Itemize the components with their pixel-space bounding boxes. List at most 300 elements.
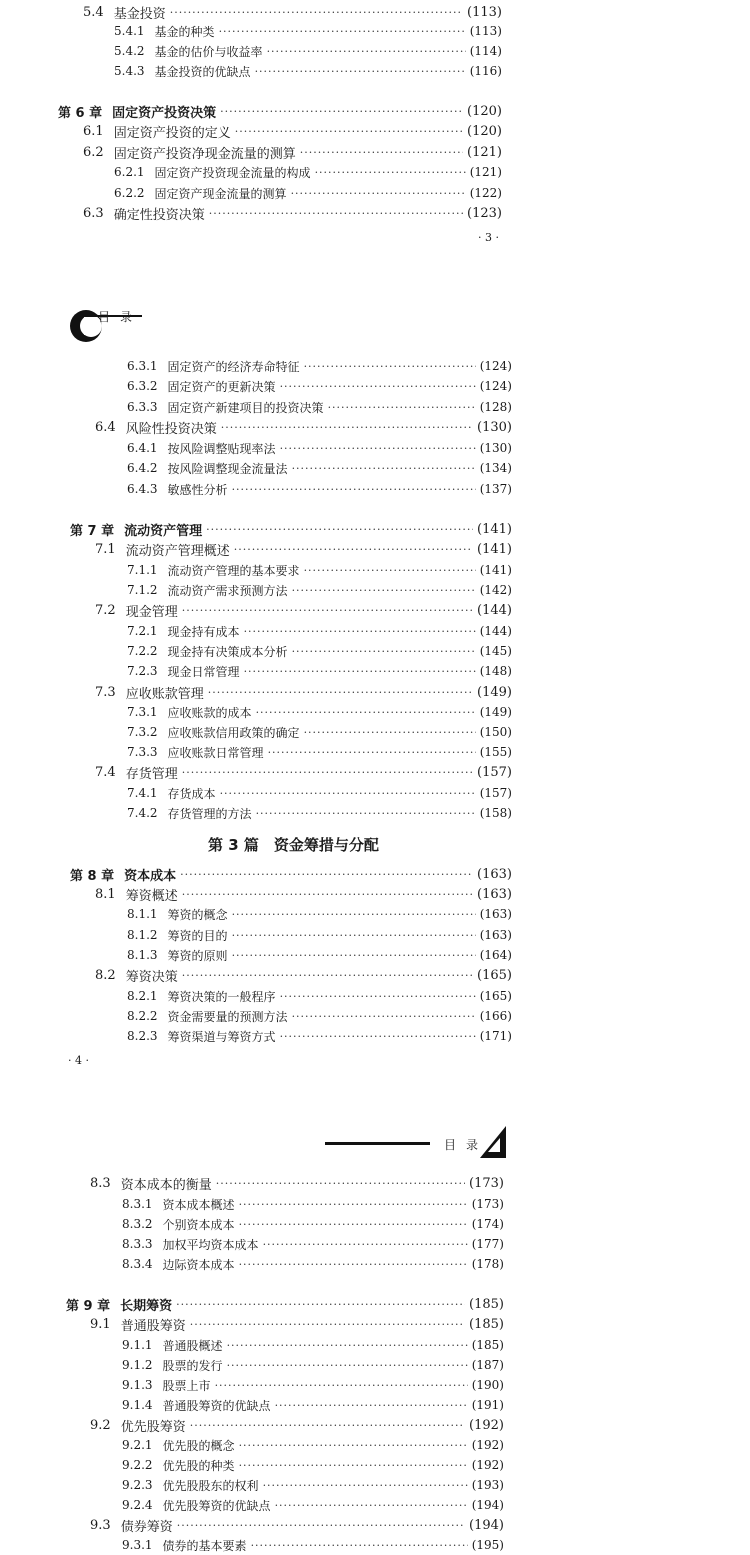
toc-title: 固定资产的经济寿命特征 xyxy=(167,359,300,374)
toc-num: 9.1.1 xyxy=(122,1338,153,1352)
toc-page: (142) xyxy=(479,583,512,597)
toc-dot-leader xyxy=(244,665,476,678)
toc-num: 7.2.1 xyxy=(127,624,158,638)
toc-page: (194) xyxy=(471,1498,504,1512)
toc-num: 6.3.3 xyxy=(127,400,158,414)
toc-title: 债券的基本要素 xyxy=(162,1538,247,1553)
toc-page: (191) xyxy=(471,1398,504,1412)
toc-title: 资金需要量的预测方法 xyxy=(167,1009,288,1024)
toc-entry-sub xyxy=(127,458,512,478)
toc-num: 6.4 xyxy=(95,419,116,435)
toc-num: 8.3.3 xyxy=(122,1237,153,1251)
toc-entry-sub xyxy=(114,162,502,182)
toc-num: 7.1.2 xyxy=(127,583,158,597)
toc-page: (185) xyxy=(469,1316,504,1332)
toc-entry-sub xyxy=(127,742,512,762)
toc-title: 固定资产投资净现金流量的测算 xyxy=(113,146,296,162)
toc-num: 9.2.1 xyxy=(122,1438,153,1452)
toc-title: 流动资产管理概述 xyxy=(125,543,230,559)
toc-num: 5.4 xyxy=(83,4,104,20)
toc-num: 9.3 xyxy=(90,1517,111,1533)
toc-title: 长期筹资 xyxy=(120,1298,173,1314)
toc-dot-leader xyxy=(280,442,476,455)
page-number-3: · 3 · xyxy=(478,231,499,244)
toc-dot-leader xyxy=(239,1439,468,1452)
toc-page: (173) xyxy=(469,1175,504,1191)
toc-dot-leader xyxy=(244,625,476,638)
toc-title: 优先股的种类 xyxy=(162,1458,235,1473)
toc-num: 6.3.1 xyxy=(127,359,158,373)
toc-entry-sub xyxy=(122,1475,504,1495)
toc-num: 5.4.3 xyxy=(114,64,145,78)
toc-num: 7.3.3 xyxy=(127,745,158,759)
toc-page: (163) xyxy=(477,866,512,882)
toc-title: 基金的估价与收益率 xyxy=(154,44,263,59)
toc-title: 股票上市 xyxy=(162,1378,211,1393)
toc-page: (137) xyxy=(479,482,512,496)
toc-dot-leader xyxy=(292,584,476,597)
toc-page: (171) xyxy=(479,1029,512,1043)
toc-title: 基金投资的优缺点 xyxy=(154,64,251,79)
toc-title: 现金日常管理 xyxy=(167,664,240,679)
toc-entry-chapter xyxy=(66,1294,504,1314)
toc-title: 优先股股东的权利 xyxy=(162,1478,259,1493)
toc-dot-leader xyxy=(220,105,463,118)
toc-page: (150) xyxy=(479,725,512,739)
toc-entry-sub xyxy=(127,945,512,965)
toc-num: 8.2.3 xyxy=(127,1029,158,1043)
toc-entry-sub xyxy=(127,722,512,742)
toc-num: 5.4.1 xyxy=(114,24,145,38)
toc-dot-leader xyxy=(268,746,476,759)
toc-title: 筹资决策 xyxy=(125,969,178,985)
toc-title: 应收账款管理 xyxy=(125,686,204,702)
toc-num: 7.1.1 xyxy=(127,563,158,577)
toc-page: (163) xyxy=(479,928,512,942)
toc-dot-leader xyxy=(280,990,476,1003)
toc-dot-leader xyxy=(232,908,476,921)
toc-num: 8.2.1 xyxy=(127,989,158,1003)
toc-entry-sub xyxy=(127,376,512,396)
toc-title: 基金的种类 xyxy=(154,24,215,39)
toc-page: (113) xyxy=(467,4,502,20)
toc-page: (121) xyxy=(469,165,502,179)
toc-num: 第 7 章 xyxy=(70,523,115,539)
toc-page: (157) xyxy=(479,786,512,800)
toc-entry-sub xyxy=(127,641,512,661)
toc-entry-sub xyxy=(127,986,512,1006)
toc-num: 8.1.1 xyxy=(127,907,158,921)
toc-page: (113) xyxy=(469,24,502,38)
toc-dot-leader xyxy=(170,6,463,19)
toc-page: (177) xyxy=(471,1237,504,1251)
toc-page: (130) xyxy=(477,419,512,435)
toc-title: 流动资产管理的基本要求 xyxy=(167,563,300,578)
toc-page: (192) xyxy=(471,1438,504,1452)
toc-dot-leader xyxy=(177,1519,465,1532)
toc-page: (185) xyxy=(469,1296,504,1312)
toc-dot-leader xyxy=(315,166,466,179)
toc-num: 7.3.2 xyxy=(127,725,158,739)
toc-entry-sub xyxy=(127,904,512,924)
toc-dot-leader xyxy=(232,929,476,942)
toc-dot-leader xyxy=(209,207,463,220)
toc-entry-section xyxy=(95,417,512,437)
toc-title: 个别资本成本 xyxy=(162,1217,235,1232)
toc-dot-leader xyxy=(176,1298,465,1311)
toc-dot-leader xyxy=(251,1539,468,1552)
toc-dot-leader xyxy=(255,65,466,78)
toc-dot-leader xyxy=(221,421,473,434)
toc-entry-sub xyxy=(122,1375,504,1395)
toc-dot-leader xyxy=(263,1238,468,1251)
toc-entry-sub xyxy=(122,1535,504,1555)
toc-page: (149) xyxy=(477,684,512,700)
toc-dot-leader xyxy=(267,45,466,58)
toc-entry-sub xyxy=(127,560,512,580)
toc-num: 9.2.3 xyxy=(122,1478,153,1492)
toc-title: 资本成本的衡量 xyxy=(120,1177,212,1193)
toc-title: 边际资本成本 xyxy=(162,1257,235,1272)
toc-entry-sub xyxy=(122,1335,504,1355)
toc-title: 应收账款信用政策的确定 xyxy=(167,725,300,740)
toc-entry-chapter xyxy=(70,864,512,884)
toc-num: 9.1.4 xyxy=(122,1398,153,1412)
toc-dot-leader xyxy=(234,543,473,556)
toc-dot-leader xyxy=(263,1479,468,1492)
toc-entry-sub xyxy=(127,702,512,722)
toc-entry-chapter xyxy=(58,101,502,121)
toc-title: 筹资的目的 xyxy=(167,928,228,943)
toc-entry-sub xyxy=(122,1254,504,1274)
toc-page: (193) xyxy=(471,1478,504,1492)
toc-dot-leader xyxy=(182,888,473,901)
toc-entry-sub xyxy=(122,1455,504,1475)
toc-entry-section xyxy=(83,2,502,22)
toc-num: 9.1 xyxy=(90,1316,111,1332)
toc-num: 8.3 xyxy=(90,1175,111,1191)
toc-dot-leader xyxy=(227,1359,468,1372)
toc-entry-sub xyxy=(122,1435,504,1455)
toc-title: 普通股筹资的优缺点 xyxy=(162,1398,271,1413)
toc-page: (130) xyxy=(479,441,512,455)
toc-title: 应收账款的成本 xyxy=(167,705,252,720)
toc-page: (148) xyxy=(479,664,512,678)
toc-num: 8.1 xyxy=(95,886,116,902)
toc-num: 8.1.2 xyxy=(127,928,158,942)
toc-page: (114) xyxy=(469,44,502,58)
toc-title: 固定资产现金流量的测算 xyxy=(154,186,287,201)
toc-entry-section xyxy=(90,1415,504,1435)
toc-dot-leader xyxy=(239,1218,468,1231)
toc-page: (163) xyxy=(479,907,512,921)
toc-title: 筹资决策的一般程序 xyxy=(167,989,276,1004)
toc-num: 6.2 xyxy=(83,144,104,160)
toc-num: 7.4.1 xyxy=(127,786,158,800)
toc-title: 筹资的原则 xyxy=(167,948,228,963)
toc-page: (158) xyxy=(479,806,512,820)
toc-entry-sub xyxy=(127,783,512,803)
toc-entry-section xyxy=(90,1314,504,1334)
toc-num: 9.2.4 xyxy=(122,1498,153,1512)
toc-title: 现金持有成本 xyxy=(167,624,240,639)
toc-dot-leader xyxy=(292,645,476,658)
toc-dot-leader xyxy=(216,1177,465,1190)
header-label-toc: 目录 xyxy=(98,310,143,324)
toc-entry-sub xyxy=(122,1214,504,1234)
toc-num: 8.3.4 xyxy=(122,1257,153,1271)
toc-entry-section xyxy=(83,142,502,162)
toc-title: 应收账款日常管理 xyxy=(167,745,264,760)
toc-page: (166) xyxy=(479,1009,512,1023)
toc-page: (190) xyxy=(471,1378,504,1392)
toc-title: 筹资的概念 xyxy=(167,907,228,922)
toc-num: 8.2.2 xyxy=(127,1009,158,1023)
toc-entry-sub xyxy=(127,1026,512,1046)
toc-dot-leader xyxy=(219,25,466,38)
toc-entry-section xyxy=(95,965,512,985)
toc-title: 固定资产新建项目的投资决策 xyxy=(167,400,324,415)
toc-dot-leader xyxy=(208,686,473,699)
toc-num: 8.3.1 xyxy=(122,1197,153,1211)
toc-title: 固定资产的更新决策 xyxy=(167,379,276,394)
toc-entry-sub xyxy=(122,1194,504,1214)
toc-title: 优先股筹资 xyxy=(120,1419,186,1435)
toc-dot-leader xyxy=(190,1318,465,1331)
toc-page: (165) xyxy=(477,967,512,983)
toc-dot-leader xyxy=(280,1030,476,1043)
toc-page: (120) xyxy=(467,123,502,139)
toc-dot-leader xyxy=(232,949,476,962)
toc-entry-section xyxy=(95,884,512,904)
toc-entry-sub xyxy=(122,1234,504,1254)
toc-num: 6.1 xyxy=(83,123,104,139)
page-number-4: · 4 · xyxy=(68,1054,89,1067)
toc-num: 8.1.3 xyxy=(127,948,158,962)
toc-title: 存货管理 xyxy=(125,766,178,782)
toc-entry-section xyxy=(95,600,512,620)
toc-num: 7.3 xyxy=(95,684,116,700)
toc-entry-sub xyxy=(122,1355,504,1375)
toc-title: 普通股筹资 xyxy=(120,1318,186,1334)
toc-num: 9.2.2 xyxy=(122,1458,153,1472)
toc-dot-leader xyxy=(275,1499,468,1512)
toc-page: (121) xyxy=(467,144,502,160)
toc-num: 8.3.2 xyxy=(122,1217,153,1231)
toc-title: 按风险调整现金流量法 xyxy=(167,461,288,476)
toc-dot-leader xyxy=(275,1399,468,1412)
toc-title: 加权平均资本成本 xyxy=(162,1237,259,1252)
toc-dot-leader xyxy=(292,462,476,475)
toc-num: 7.2.2 xyxy=(127,644,158,658)
toc-dot-leader xyxy=(239,1459,468,1472)
toc-entry-sub xyxy=(127,621,512,641)
toc-title: 存货管理的方法 xyxy=(167,806,252,821)
toc-dot-leader xyxy=(206,523,473,536)
toc-page: (145) xyxy=(479,644,512,658)
toc-num: 8.2 xyxy=(95,967,116,983)
toc-num: 第 6 章 xyxy=(58,105,103,121)
toc-num: 7.1 xyxy=(95,541,116,557)
toc-num: 6.4.3 xyxy=(127,482,158,496)
toc-entry-section xyxy=(95,539,512,559)
toc-dot-leader xyxy=(304,726,476,739)
toc-title: 优先股的概念 xyxy=(162,1438,235,1453)
toc-entry-chapter xyxy=(70,519,512,539)
toc-page: (124) xyxy=(479,359,512,373)
toc-title: 筹资概述 xyxy=(125,888,178,904)
toc-num: 7.3.1 xyxy=(127,705,158,719)
toc-num: 9.2 xyxy=(90,1417,111,1433)
toc-num: 9.3.1 xyxy=(122,1538,153,1552)
toc-num: 6.3 xyxy=(83,205,104,221)
toc-page: (122) xyxy=(469,186,502,200)
toc-entry-sub xyxy=(127,397,512,417)
toc-num: 9.1.3 xyxy=(122,1378,153,1392)
toc-entry-sub xyxy=(122,1495,504,1515)
toc-title: 固定资产投资的定义 xyxy=(113,125,231,141)
toc-page: (141) xyxy=(477,521,512,537)
toc-dot-leader xyxy=(227,1339,468,1352)
toc-entry-sub xyxy=(127,479,512,499)
toc-page: (164) xyxy=(479,948,512,962)
toc-page: (134) xyxy=(479,461,512,475)
toc-dot-leader xyxy=(180,868,473,881)
toc-entry-sub xyxy=(127,438,512,458)
toc-dot-leader xyxy=(300,146,463,159)
toc-title: 债券筹资 xyxy=(120,1519,173,1535)
toc-num: 6.4.1 xyxy=(127,441,158,455)
toc-num: 6.2.2 xyxy=(114,186,145,200)
toc-dot-leader xyxy=(232,483,476,496)
toc-title: 流动资产管理 xyxy=(124,523,203,539)
toc-entry-sub xyxy=(127,661,512,681)
toc-title: 普通股概述 xyxy=(162,1338,223,1353)
toc-title: 现金持有决策成本分析 xyxy=(167,644,288,659)
toc-dot-leader xyxy=(182,969,473,982)
toc-page: (192) xyxy=(471,1458,504,1472)
toc-num: 5.4.2 xyxy=(114,44,145,58)
toc-title: 优先股筹资的优缺点 xyxy=(162,1498,271,1513)
toc-title: 按风险调整贴现率法 xyxy=(167,441,276,456)
toc-num: 7.4.2 xyxy=(127,806,158,820)
toc-page: (174) xyxy=(471,1217,504,1231)
toc-page: (116) xyxy=(469,64,502,78)
toc-entry-sub xyxy=(127,925,512,945)
toc-dot-leader xyxy=(328,401,476,414)
toc-dot-leader xyxy=(239,1258,468,1271)
toc-page: (141) xyxy=(479,563,512,577)
toc-page: (141) xyxy=(477,541,512,557)
toc-num: 7.2 xyxy=(95,602,116,618)
toc-page: (165) xyxy=(479,989,512,1003)
toc-page: (149) xyxy=(479,705,512,719)
toc-dot-leader xyxy=(215,1379,468,1392)
toc-page: (144) xyxy=(479,624,512,638)
toc-title: 资本成本概述 xyxy=(162,1197,235,1212)
toc-dot-leader xyxy=(220,787,476,800)
toc-dot-leader xyxy=(304,564,476,577)
toc-dot-leader xyxy=(190,1419,465,1432)
toc-title: 存货成本 xyxy=(167,786,216,801)
toc-entry-sub xyxy=(114,41,502,61)
toc-page: (123) xyxy=(467,205,502,221)
toc-entry-sub xyxy=(127,1006,512,1026)
toc-dot-leader xyxy=(292,1010,476,1023)
toc-page: (157) xyxy=(477,764,512,780)
toc-title: 流动资产需求预测方法 xyxy=(167,583,288,598)
toc-title: 现金管理 xyxy=(125,604,178,620)
toc-entry-sub xyxy=(122,1395,504,1415)
toc-entry-section xyxy=(95,762,512,782)
toc-page: (144) xyxy=(477,602,512,618)
toc-page: (187) xyxy=(471,1358,504,1372)
toc-page: (185) xyxy=(471,1338,504,1352)
toc-title: 资本成本 xyxy=(124,868,177,884)
toc-dot-leader xyxy=(235,125,463,138)
toc-entry-section xyxy=(83,121,502,141)
toc-num: 6.3.2 xyxy=(127,379,158,393)
toc-entry-section xyxy=(95,682,512,702)
toc-title: 确定性投资决策 xyxy=(113,207,205,223)
toc-title: 固定资产投资决策 xyxy=(112,105,217,121)
toc-num: 第 8 章 xyxy=(70,868,115,884)
toc-num: 9.1.2 xyxy=(122,1358,153,1372)
toc-entry-section xyxy=(90,1173,504,1193)
toc-title: 风险性投资决策 xyxy=(125,421,217,437)
toc-page: (120) xyxy=(467,103,502,119)
toc-page: (155) xyxy=(479,745,512,759)
toc-num: 第 9 章 xyxy=(66,1298,111,1314)
toc-num: 6.4.2 xyxy=(127,461,158,475)
toc-title: 筹资渠道与筹资方式 xyxy=(167,1029,276,1044)
toc-entry-section xyxy=(83,203,502,223)
toc-dot-leader xyxy=(239,1198,468,1211)
toc-dot-leader xyxy=(182,604,473,617)
toc-entry-sub xyxy=(114,21,502,41)
toc-page: (128) xyxy=(479,400,512,414)
toc-page: (178) xyxy=(471,1257,504,1271)
toc-num: 7.4 xyxy=(95,764,116,780)
toc-dot-leader xyxy=(256,807,476,820)
toc-title: 股票的发行 xyxy=(162,1358,223,1373)
toc-dot-leader xyxy=(182,766,473,779)
toc-page: (173) xyxy=(471,1197,504,1211)
toc-page: (192) xyxy=(469,1417,504,1433)
header-rule xyxy=(325,1142,430,1145)
toc-page: (195) xyxy=(471,1538,504,1552)
header-label-toc-right: 目录 xyxy=(444,1138,489,1152)
toc-entry-section xyxy=(90,1515,504,1535)
toc-dot-leader xyxy=(280,380,476,393)
toc-entry-sub xyxy=(127,803,512,823)
toc-entry-sub xyxy=(127,356,512,376)
toc-page: (163) xyxy=(477,886,512,902)
toc-num: 7.2.3 xyxy=(127,664,158,678)
toc-dot-leader xyxy=(304,360,476,373)
toc-entry-sub xyxy=(127,580,512,600)
toc-dot-leader xyxy=(291,187,466,200)
part-title: 第 3 篇 资金筹措与分配 xyxy=(208,836,379,854)
toc-num: 6.2.1 xyxy=(114,165,145,179)
toc-page: (194) xyxy=(469,1517,504,1533)
toc-title: 基金投资 xyxy=(113,6,166,22)
toc-entry-sub xyxy=(114,61,502,81)
toc-title: 敏感性分析 xyxy=(167,482,228,497)
toc-dot-leader xyxy=(256,706,476,719)
header-corner-icon xyxy=(478,1124,508,1164)
toc-title: 固定资产投资现金流量的构成 xyxy=(154,165,311,180)
